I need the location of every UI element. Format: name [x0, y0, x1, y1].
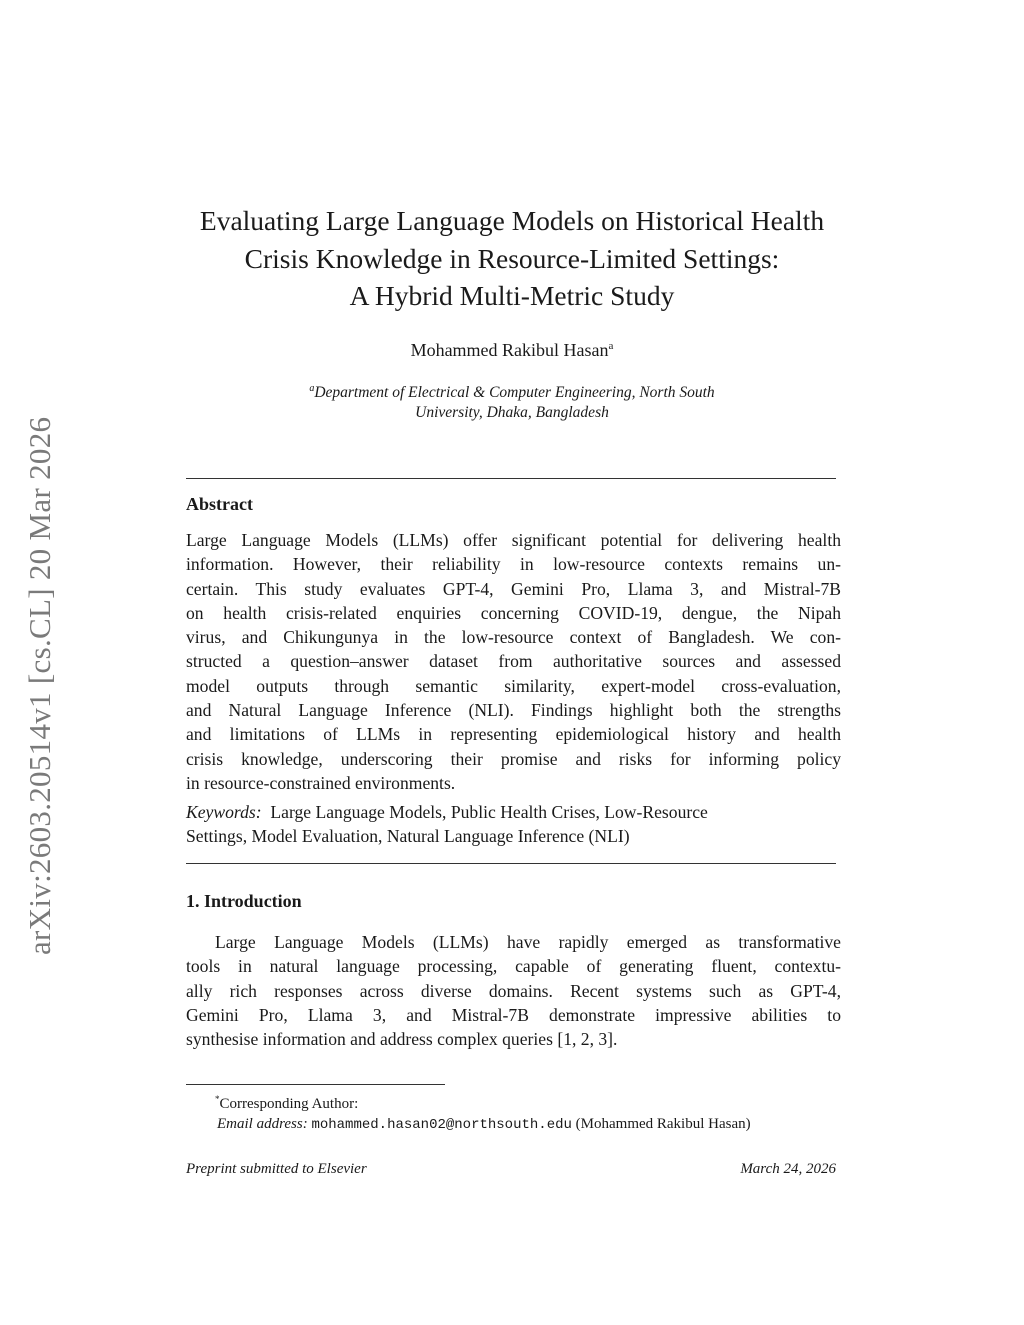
abstract-line: crisis knowledge, underscoring their promise and risks for informing policy	[186, 748, 841, 769]
footnote-mark: *	[215, 1094, 220, 1104]
footer-journal: Preprint submitted to Elsevier	[186, 1161, 367, 1177]
abstract-line: model outputs through semantic similarity, expert-model cross-evaluation,	[186, 675, 841, 696]
abstract-line: structed a question–answer dataset from authoritative sources and assessed	[186, 651, 841, 672]
abstract-line: and Natural Language Inference (NLI). Findings highlight both the strengths	[186, 700, 841, 721]
divider	[186, 478, 836, 479]
intro-line: tools in natural language processing, capable of generating fluent, contextu-	[186, 956, 841, 977]
abstract-line: certain. This study evaluates GPT-4, Gemini Pro, Llama 3, and Mistral-7B	[186, 578, 841, 599]
footnote	[186, 1089, 836, 1135]
keywords-label: Keywords:	[186, 802, 262, 822]
abstract-line: information. However, their reliability in low-resource contexts remains un-	[186, 554, 841, 575]
footer-date: March 24, 2026	[740, 1161, 836, 1177]
intro-line: ally rich responses across diverse domains. Recent systems such as GPT-4,	[186, 980, 841, 1001]
abstract-line: and limitations of LLMs in representing epidemiological history and health	[186, 724, 841, 745]
arxiv-stamp: arXiv:2603.20514v1 [cs.CL] 20 Mar 2026	[22, 416, 57, 955]
affil-mark: a	[309, 383, 315, 394]
email-label: Email address:	[217, 1116, 308, 1132]
title-line: Crisis Knowledge in Resource-Limited Settings:	[244, 242, 780, 274]
affil-line: Department of Electrical & Computer Engineering, North South	[314, 384, 715, 402]
section-heading: 1. Introduction	[186, 891, 302, 911]
title-line: A Hybrid Multi-Metric Study	[349, 280, 675, 311]
abstract-line: Large Language Models (LLMs) offer significant potential for delivering health	[186, 530, 841, 550]
intro-line: synthesise information and address complex queries [1, 2, 3].	[186, 1029, 618, 1050]
affiliation	[0, 379, 1024, 423]
footnote-rule	[186, 1084, 445, 1085]
abstract-heading: Abstract	[186, 494, 253, 514]
introduction-body	[186, 930, 841, 1051]
paper-title	[0, 202, 1024, 315]
page-footer	[186, 1159, 836, 1179]
title-line: Evaluating Large Language Models on Historical Health	[199, 205, 825, 236]
divider	[186, 863, 836, 864]
abstract-line: virus, and Chikungunya in the low-resource context of Bangladesh. We con-	[186, 627, 841, 648]
author	[0, 340, 1024, 361]
abstract-body	[186, 528, 841, 795]
keywords-line: Large Language Models, Public Health Crises, Low-Resource	[270, 802, 708, 822]
corresponding-label: Corresponding Author:	[219, 1096, 359, 1112]
abstract-line: in resource-constrained environments.	[186, 772, 456, 793]
intro-line: Gemini Pro, Llama 3, and Mistral-7B demonstrate impressive abilities to	[186, 1004, 841, 1025]
abstract-line: on health crisis-related enquiries concerning COVID-19, dengue, the Nipah	[186, 602, 841, 623]
email-name: (Mohammed Rakibul Hasan)	[575, 1116, 751, 1132]
email-link[interactable]: mohammed.hasan02@northsouth.edu	[311, 1117, 572, 1133]
author-name: Mohammed Rakibul Hasan	[410, 340, 609, 360]
keywords-line: Settings, Model Evaluation, Natural Language Inference (NLI)	[186, 826, 630, 847]
intro-line: Large Language Models (LLMs) have rapidly emerged as transformative	[215, 932, 841, 952]
keywords	[186, 800, 841, 849]
affil-line: University, Dhaka, Bangladesh	[415, 404, 609, 422]
author-mark: a	[608, 340, 614, 352]
